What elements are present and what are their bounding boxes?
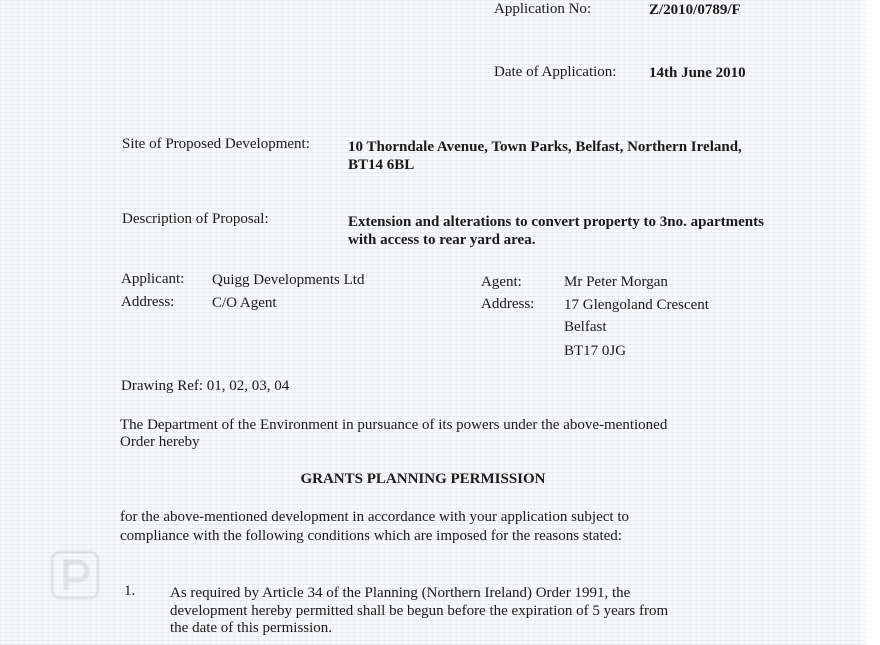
- applicant-name: Quigg Developments Ltd: [212, 272, 365, 288]
- watermark-seal: [48, 548, 102, 602]
- subject-paragraph: [120, 508, 726, 526]
- site-address-line-2: BT14 6BL: [348, 157, 415, 173]
- application-number-value: Z/2010/0789/F: [649, 2, 741, 18]
- site-label: Site of Proposed Development:: [122, 136, 310, 152]
- application-date-value: 14th June 2010: [649, 65, 746, 81]
- permission-heading: GRANTS PLANNING PERMISSION: [300, 471, 546, 487]
- condition-line-2: development hereby permitted shall be begun before the expiration of 5 years from: [170, 603, 669, 619]
- intro-paragraph: [120, 416, 726, 434]
- site-address-line-1: 10 Thorndale Avenue, Town Parks, Belfast, Northern Ireland,: [348, 139, 742, 155]
- page-edge: [858, 0, 880, 645]
- agent-address-line-2: Belfast: [564, 319, 607, 335]
- agent-name: Mr Peter Morgan: [564, 274, 668, 290]
- proposal-description-line-2: with access to rear yard area.: [348, 232, 536, 248]
- subject-line-2: compliance with the following conditions which are imposed for the reasons stated:: [120, 528, 622, 544]
- agent-address-line-1: 17 Glengoland Crescent: [564, 297, 709, 313]
- subject-line-1: for the above-mentioned development in accordance with your application subject to: [120, 509, 629, 525]
- applicant-address-label: Address:: [121, 294, 175, 310]
- drawing-reference: Drawing Ref: 01, 02, 03, 04: [121, 378, 290, 394]
- applicant-address: C/O Agent: [212, 295, 277, 311]
- intro-line-1: The Department of the Environment in pursuance of its powers under the above-mentioned: [120, 417, 668, 433]
- application-date-label: Date of Application:: [494, 64, 617, 80]
- application-number-label: Application No:: [494, 1, 592, 17]
- condition-text: [170, 584, 726, 620]
- applicant-label: Applicant:: [121, 271, 185, 287]
- agent-address-label: Address:: [481, 296, 535, 312]
- condition-number: 1.: [124, 583, 136, 599]
- proposal-description-line-1: Extension and alterations to convert property to 3no. apartments: [348, 214, 764, 230]
- agent-label: Agent:: [481, 274, 522, 290]
- condition-line-1: As required by Article 34 of the Planning (Northern Ireland) Order 1991, the: [170, 585, 631, 601]
- agent-address-line-3: BT17 0JG: [564, 343, 627, 359]
- proposal-label: Description of Proposal:: [122, 211, 269, 227]
- condition-line-3: the date of this permission.: [170, 620, 333, 636]
- intro-line-2: Order hereby: [120, 434, 200, 450]
